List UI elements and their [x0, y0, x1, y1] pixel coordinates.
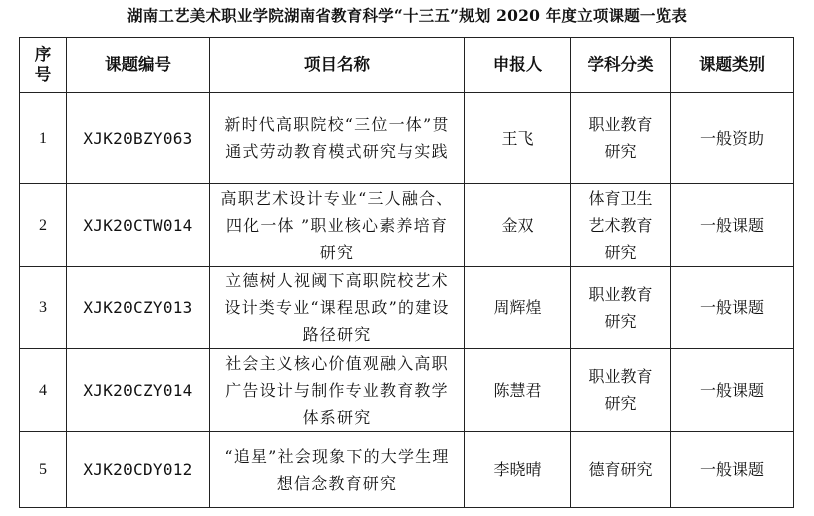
row-project-name: 高职艺术设计专业“三人融合、四化一体 ”职业核心素养培育研究	[210, 184, 465, 267]
header-row	[20, 38, 794, 93]
row-index: 3	[20, 267, 67, 349]
row-discipline: 体育卫生艺术教育研究	[571, 184, 671, 267]
row-category: 一般课题	[671, 432, 794, 508]
row-discipline: 职业教育研究	[571, 93, 671, 184]
row-project-name: 新时代高职院校“三位一体”贯通式劳动教育模式研究与实践	[210, 93, 465, 184]
row-project-name: 立德树人视阈下高职院校艺术设计类专业“课程思政”的建设路径研究	[210, 267, 465, 349]
table-row	[20, 184, 794, 267]
header-code: 课题编号	[67, 38, 210, 93]
row-category: 一般课题	[671, 349, 794, 432]
row-code: XJK20CZY014	[67, 349, 210, 432]
row-category: 一般课题	[671, 267, 794, 349]
row-applicant: 李晓晴	[465, 432, 571, 508]
table-row	[20, 267, 794, 349]
project-table	[19, 37, 794, 508]
header-discipline: 学科分类	[571, 38, 671, 93]
row-index: 1	[20, 93, 67, 184]
table-row	[20, 93, 794, 184]
row-index: 2	[20, 184, 67, 267]
row-category: 一般资助	[671, 93, 794, 184]
row-project-name: “追星”社会现象下的大学生理想信念教育研究	[210, 432, 465, 508]
row-project-name: 社会主义核心价值观融入高职广告设计与制作专业教育教学体系研究	[210, 349, 465, 432]
row-discipline: 德育研究	[571, 432, 671, 508]
row-index: 5	[20, 432, 67, 508]
header-category: 课题类别	[671, 38, 794, 93]
row-discipline: 职业教育研究	[571, 349, 671, 432]
row-code: XJK20CDY012	[67, 432, 210, 508]
header-applicant: 申报人	[465, 38, 571, 93]
table-row	[20, 432, 794, 508]
row-applicant: 王飞	[465, 93, 571, 184]
header-index: 序号	[20, 38, 67, 93]
row-discipline: 职业教育研究	[571, 267, 671, 349]
table-header	[20, 38, 794, 93]
row-applicant: 周辉煌	[465, 267, 571, 349]
row-index: 4	[20, 349, 67, 432]
row-code: XJK20CTW014	[67, 184, 210, 267]
row-applicant: 金双	[465, 184, 571, 267]
row-code: XJK20BZY063	[67, 93, 210, 184]
header-name: 项目名称	[210, 38, 465, 93]
row-code: XJK20CZY013	[67, 267, 210, 349]
table-row	[20, 349, 794, 432]
row-applicant: 陈慧君	[465, 349, 571, 432]
row-category: 一般课题	[671, 184, 794, 267]
table-body	[20, 93, 794, 508]
document-title: 湖南工艺美术职业学院湖南省教育科学“十三五”规划 2020 年度立项课题一览表	[126, 6, 688, 25]
